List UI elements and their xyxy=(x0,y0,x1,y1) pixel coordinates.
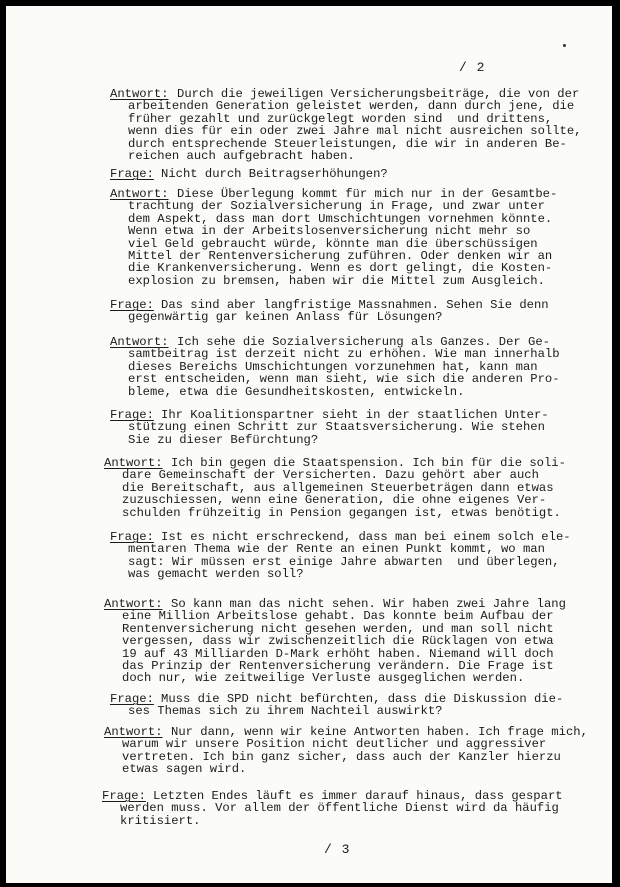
transcript-line: erst entscheiden, wenn man sieht, wie sich die anderen Pro- xyxy=(128,372,560,387)
speaker-label-antwort: Antwort: xyxy=(104,725,163,739)
transcript-line: ses Themas sich zu ihrem Nachteil auswirkt? xyxy=(128,704,443,719)
transcript-line: vertreten. Ich bin ganz sicher, dass auch der Kanzler hierzu xyxy=(122,749,561,764)
transcript-line: doch nur, wie zeitweilige Verluste ausgeglichen werden. xyxy=(122,671,525,686)
transcript-line: mentaren Thema wie der Rente an einen Punkt kommt, wo man xyxy=(128,542,545,557)
speaker-label-antwort: Antwort: xyxy=(110,187,169,201)
transcript-line: Diese Überlegung kommt für mich nur in der Gesamtbe- xyxy=(177,187,558,201)
transcript-line: arbeitenden Generation geleistet werden, dann durch jene, die xyxy=(128,99,575,114)
transcript-line: Rentenversicherung nicht gesehen werden, und man soll nicht xyxy=(122,621,554,636)
transcript-line: Ich sehe die Sozialversicherung als Ganzes. Der Ge- xyxy=(177,335,550,349)
transcript-line: warum wir unsere Position nicht deutlicher und aggressiver xyxy=(122,737,547,752)
transcript-line: dieses Bereichs Umschichtungen vorzunehmen hat, kann man xyxy=(128,359,538,374)
transcript-line: wenn dies für ein oder zwei Jahre mal nicht ausreichen sollte, xyxy=(128,124,582,139)
transcript-line: viel Geld gebraucht würde, könnte man die überschüssigen xyxy=(128,236,538,251)
transcript-line: werden muss. Vor allem der öffentliche Dienst wird da häufig xyxy=(120,801,559,816)
transcript-line: das Prinzip der Rentenversicherung verändern. Die Frage ist xyxy=(122,659,554,673)
document-page xyxy=(6,6,612,883)
transcript-line: Ich bin gegen die Staatspension. Ich bin für die soli- xyxy=(171,456,566,470)
transcript-line: Letzten Endes läuft es immer darauf hinaus, dass gespart xyxy=(153,789,563,803)
transcript-line: durch entsprechende Steuerleistungen, die wir in anderen Be- xyxy=(128,136,567,151)
transcript-line: Sie zu dieser Befürchtung? xyxy=(128,432,319,447)
transcript-line: schulden frühzeitig in Pension gegangen ist, etwas benötigt. xyxy=(122,505,561,520)
transcript-line: Nicht durch Beitragserhöhungen? xyxy=(161,167,388,181)
transcript-line: Mittel der Rentenversicherung zuführen. Oder denken wir an xyxy=(128,249,553,263)
speaker-label-antwort: Antwort: xyxy=(110,335,169,349)
transcript-line: kritisiert. xyxy=(120,813,201,828)
transcript-line: vergessen, dass wir zwischenzeitlich die Rücklagen von etwa xyxy=(122,634,554,649)
speaker-label-frage: Frage: xyxy=(110,167,154,181)
speaker-label xyxy=(110,168,154,180)
speaker-label-frage: Frage: xyxy=(102,789,146,803)
transcript-line: dem Aspekt, dass man dort Umschichtungen vornehmen könnte. xyxy=(128,211,553,226)
transcript-line: Nur dann, wenn wir keine Antworten haben. Ich frage mich, xyxy=(171,725,588,739)
transcript-line: sagt: Wir müssen erst einige Jahre abwarten und überlegen, xyxy=(128,554,560,569)
transcript-line: Wenn etwa in der Arbeitslosenversicherung nicht mehr so xyxy=(128,224,531,239)
transcript-line: die Krankenversicherung. Wenn es dort gelingt, die Kosten- xyxy=(128,261,553,276)
transcript-line: Durch die jeweiligen Versicherungsbeiträge, die von der xyxy=(177,87,580,101)
speaker-label-antwort: Antwort: xyxy=(110,87,169,101)
transcript-line: eine Million Arbeitslose gehabt. Das konnte beim Aufbau der xyxy=(122,609,554,624)
transcript-line: etwas sagen wird. xyxy=(122,762,247,777)
speaker-label-frage: Frage: xyxy=(110,692,154,706)
transcript-line: was gemacht werden soll? xyxy=(128,567,304,582)
speaker-label-frage: Frage: xyxy=(110,298,154,312)
transcript-line: Das sind aber langfristige Massnahmen. Sehen Sie denn xyxy=(161,298,549,312)
page-number-bottom: / 3 xyxy=(324,842,351,857)
scan-speck xyxy=(563,44,566,47)
page-number-top: / 2 xyxy=(459,60,486,75)
transcript-line: explosion zu bremsen, haben wir die Mittel zum Ausgleich. xyxy=(128,273,545,288)
transcript-line: früher gezahlt und zurückgelegt worden sind und drittens, xyxy=(128,111,553,126)
transcript-line: reichen auch aufgebracht haben. xyxy=(128,149,355,163)
transcript-line: 19 auf 43 Milliarden D-Mark erhöht haben. Niemand will doch xyxy=(122,646,554,661)
transcript-line: gegenwärtig gar keinen Anlass für Lösungen? xyxy=(128,310,443,325)
transcript-line: So kann man das nicht sehen. Wir haben zwei Jahre lang xyxy=(171,597,566,611)
transcript-line: Ist es nicht erschreckend, dass man bei einem solch ele- xyxy=(161,530,571,544)
transcript-line: trachtung der Sozialversicherung in Frage, und zwar unter xyxy=(128,199,545,214)
speaker-label-frage: Frage: xyxy=(110,530,154,544)
speaker-label-antwort: Antwort: xyxy=(104,597,163,611)
transcript-line: die Bereitschaft, aus allgemeinen Steuerbeträgen dann etwas xyxy=(122,480,554,495)
transcript-line: zuzuschiessen, wenn eine Generation, die ohne eigenes Ver- xyxy=(122,493,547,508)
transcript-line: samtbeitrag ist derzeit nicht zu erhöhen. Wie man innerhalb xyxy=(128,347,560,362)
speaker-label-frage: Frage: xyxy=(110,408,154,422)
transcript-line: bleme, etwa die Gesundheitskosten, entwickeln. xyxy=(128,384,465,399)
transcript-line: stützung einen Schritt zur Staatsversicherung. Wie stehen xyxy=(128,420,545,435)
speaker-label-antwort: Antwort: xyxy=(104,456,163,470)
transcript-line: Ihr Koalitionspartner sieht in der staatlichen Unter- xyxy=(161,408,549,422)
transcript-line: Muss die SPD nicht befürchten, dass die Diskussion die- xyxy=(161,692,564,706)
transcript-line: dare Gemeinschaft der Versicherten. Dazu gehört aber auch xyxy=(122,468,539,483)
